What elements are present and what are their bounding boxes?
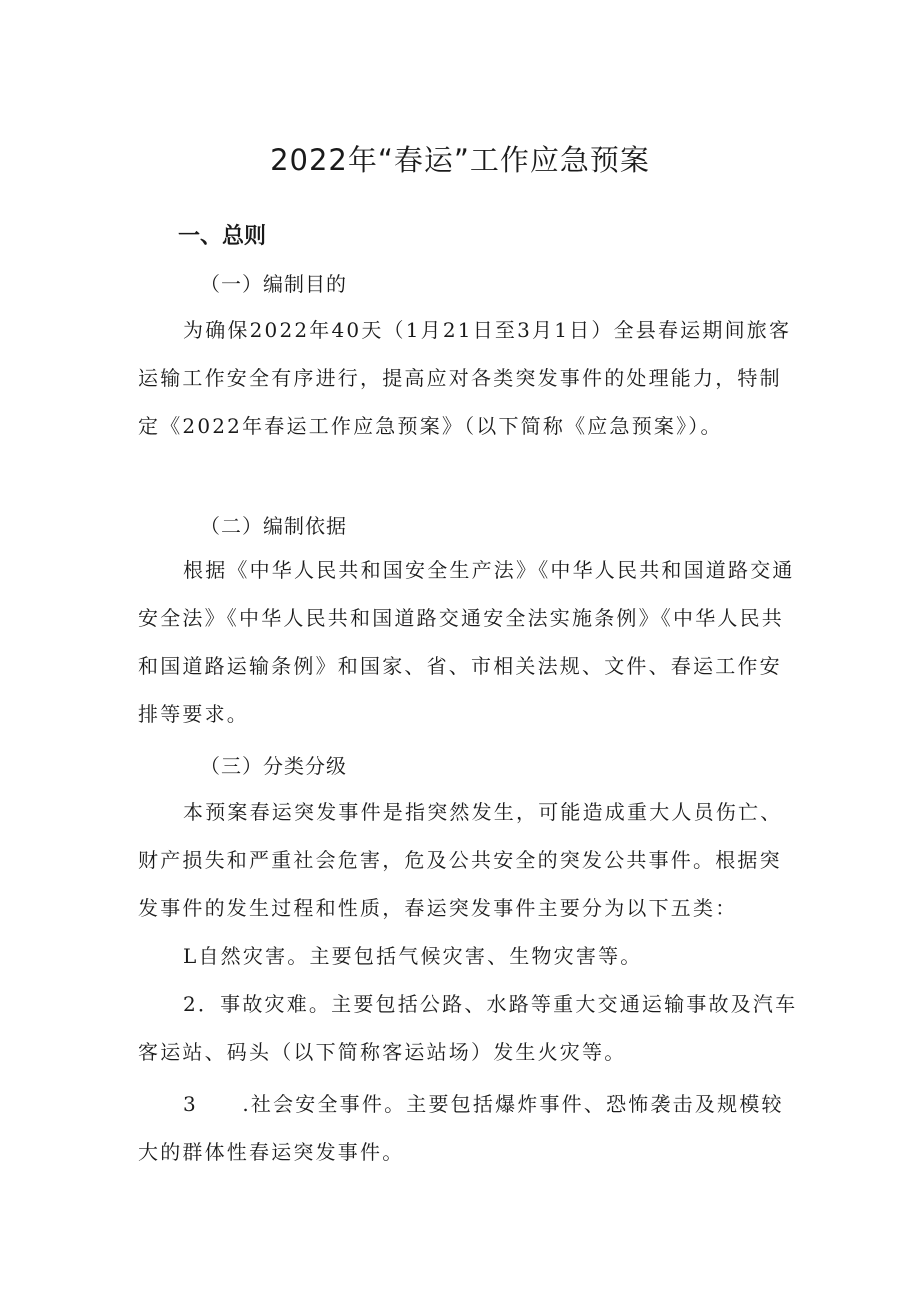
list-item: L自然灾害。主要包括气候灾害、生物灾害等。 (183, 944, 643, 968)
document-title: 2022年“春运”工作应急预案 (270, 143, 650, 177)
subsection-heading-classification: （三）分类分级 (200, 754, 347, 778)
list-item: 3 .社会安全事件。主要包括爆炸事件、恐怖袭击及规模较大的群体性春运突发事件。 (138, 1092, 784, 1164)
subsection-heading-basis: （二）编制依据 (200, 514, 347, 538)
paragraph-purpose: 为确保2022年40天（1月21日至3月1日）全县春运期间旅客运输工作安全有序进行，提高应对各类突发事件的处理能力，特制定《2022年春运工作应急预案》（以下简称《应急预案》）。 (138, 318, 792, 438)
section-heading-general: 一、总则 (178, 224, 267, 249)
subsection-heading-purpose: （一）编制目的 (200, 272, 347, 296)
list-item: 2．事故灾难。主要包括公路、水路等重大交通运输事故及汽车客运站、码头（以下简称客运站场）发生火灾等。 (138, 992, 798, 1064)
paragraph-basis: 根据《中华人民共和国安全生产法》《中华人民共和国道路交通安全法》《中华人民共和国道路交通安全法实施条例》《中华人民共和国道路运输条例》和国家、省、市相关法规、文件、春运工作安排等要求。 (138, 558, 795, 726)
paragraph-classification: 本预案春运突发事件是指突然发生，可能造成重大人员伤亡、财产损失和严重社会危害，危及公共安全的突发公共事件。根据突发事件的发生过程和性质，春运突发事件主要分为以下五类： (138, 800, 783, 920)
